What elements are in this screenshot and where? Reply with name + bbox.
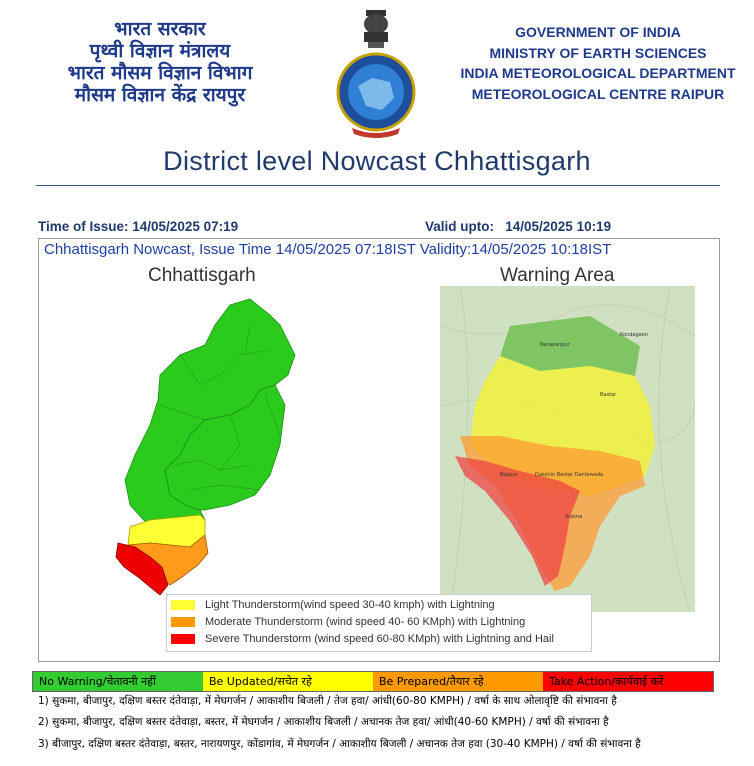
hindi-line-4: मौसम विज्ञान केंद्र रायपुर xyxy=(74,84,246,106)
forecast-line-2: 2) सुकमा, बीजापुर, दक्षिण बस्तर दंतेवाड़ा, बस्तर, में मेघगर्जन / आकाशीय बिजली / अचानक तेज हवा/ आंधी(40-60 KMPH) / वर्षा की संभावना है xyxy=(38,716,609,728)
map-legend xyxy=(166,594,592,652)
warning-be-updated: Be Updated/सचेत रहे xyxy=(203,672,373,691)
chhattisgarh-district-map xyxy=(110,295,310,595)
left-map-title: Chhattisgarh xyxy=(148,265,256,286)
forecast-line-1: 1) सुकमा, बीजापुर, दक्षिण बस्तर दंतेवाड़ा, में मेघगर्जन / आकाशीय बिजली / तेज हवा/ आंधी(60-80 KMPH) / वर्षा के साथ ओलावृष्टि की संभावना है xyxy=(38,695,617,707)
legend-label-moderate: Moderate Thunderstorm (wind speed 40- 60 KMph) with Lightning xyxy=(205,616,526,628)
hindi-header xyxy=(40,18,280,106)
english-line-4: METEOROLOGICAL CENTRE RAIPUR xyxy=(471,85,725,102)
legend-label-light: Light Thunderstorm(wind speed 30-40 kmph) with Lightning xyxy=(205,599,495,611)
hindi-line-1: भारत सरकार xyxy=(114,18,206,40)
warning-scale-bar xyxy=(32,671,714,692)
english-line-2: MINISTRY OF EARTH SCIENCES xyxy=(489,44,707,61)
forecast-line-3: 3) बीजापुर, दक्षिण बस्तर दंतेवाड़ा, बस्तर, नारायणपुर, कोंडागांव, में मेघगर्जन / आकाशीय बिजली / अचानक तेज हवा (30-40 KMPH) / वर्षा की संभावना है xyxy=(38,738,641,750)
legend-swatch-yellow xyxy=(171,600,195,610)
title-divider xyxy=(36,185,720,186)
label-kondagaon: Kondagaon xyxy=(620,332,648,338)
warning-take-action: Take Action/कार्यवाई करें xyxy=(543,672,713,691)
legend-swatch-red xyxy=(171,634,195,644)
imd-emblem-logo xyxy=(332,6,420,138)
legend-label-severe: Severe Thunderstorm (wind speed 60-80 KMph) with Lightning and Hail xyxy=(205,633,554,645)
legend-swatch-orange xyxy=(171,617,195,627)
label-sukma: Sukma xyxy=(565,514,583,520)
english-header xyxy=(448,22,748,104)
english-line-1: GOVERNMENT OF INDIA xyxy=(515,24,681,40)
label-narayanpur: Narayanpur xyxy=(540,342,570,348)
issue-time: Time of Issue: 14/05/2025 07:19 xyxy=(38,219,239,234)
state-yellow-region xyxy=(128,515,205,547)
legend-item-light xyxy=(171,598,495,612)
legend-item-moderate xyxy=(171,615,525,629)
map-header: Chhattisgarh Nowcast, Issue Time 14/05/2025 07:18IST Validity:14/05/2025 10:18IST xyxy=(44,241,612,258)
warning-area-map xyxy=(440,286,695,612)
hindi-line-2: पृथ्वी विज्ञान मंत्रालय xyxy=(89,40,231,62)
warning-be-prepared: Be Prepared/तैयार रहे xyxy=(373,672,543,691)
label-bijapur: Bijapur xyxy=(500,472,518,478)
label-dantewada: Dakshin Bastar Dantewada xyxy=(535,472,604,478)
right-map-title: Warning Area xyxy=(500,265,615,286)
legend-item-severe xyxy=(171,632,554,646)
warning-no-warning: No Warning/चेतावनी नहीं xyxy=(33,672,203,691)
hindi-line-3: भारत मौसम विज्ञान विभाग xyxy=(67,62,253,84)
page-title: District level Nowcast Chhattisgarh xyxy=(163,146,591,176)
english-line-3: INDIA METEOROLOGICAL DEPARTMENT xyxy=(460,65,736,81)
valid-upto: Valid upto: 14/05/2025 10:19 xyxy=(425,219,612,234)
label-bastar: Bastar xyxy=(600,392,617,398)
